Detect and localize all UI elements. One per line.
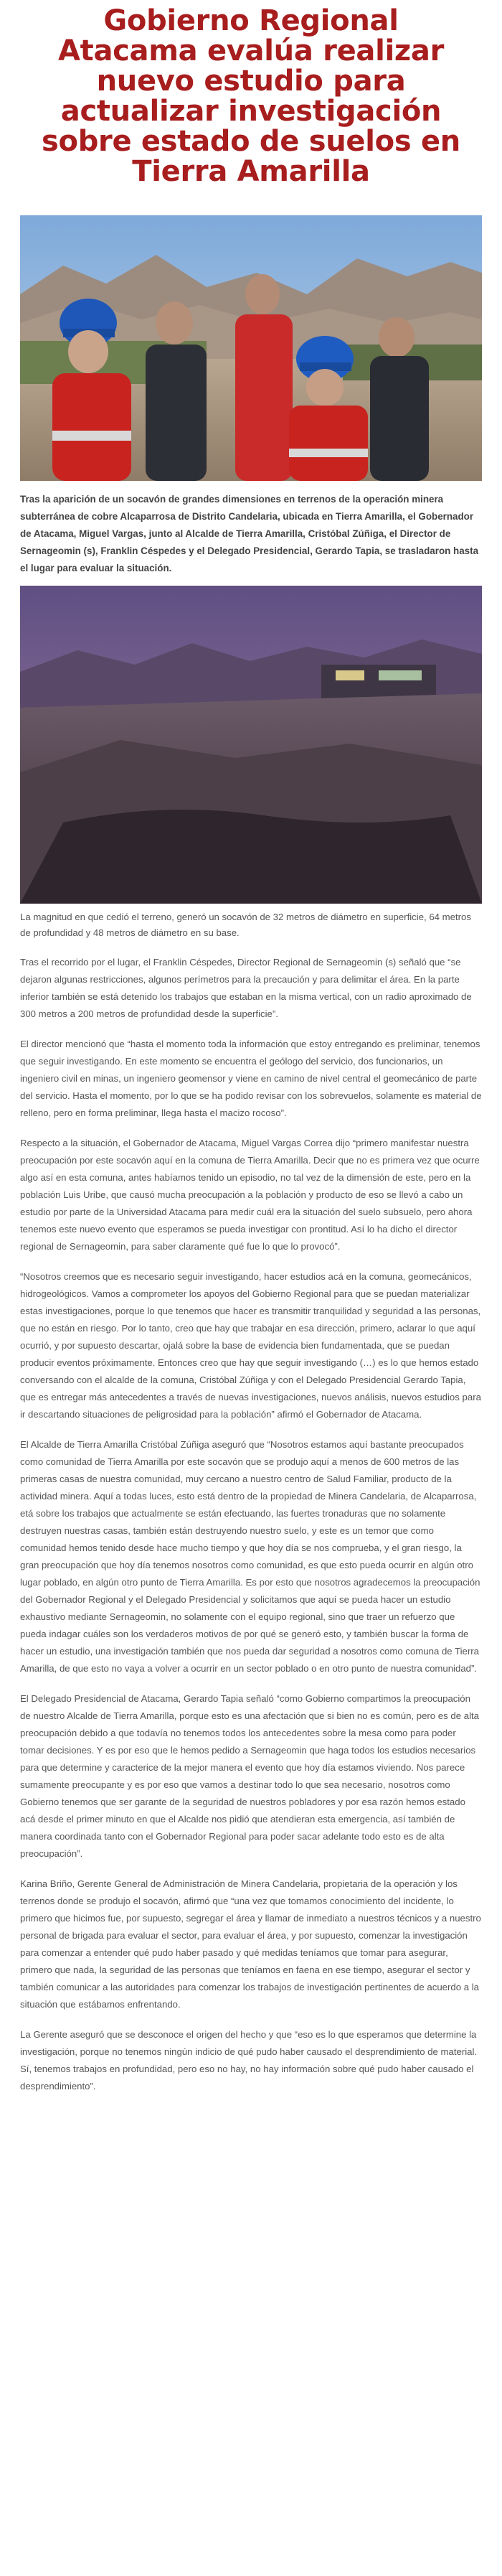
paragraph: Tras el recorrido por el lugar, el Franklin Céspedes, Director Regional de Sernageomin (s) señaló que “se dejaron algunas restricciones, algunos perímetros para la precaución y para delimitar el área. En la parte inferior también se está detenido los trabajos que estaban en la misma vertical, con un radio aproximado de 300 metros a 200 metros de profundidad desde la superficie”. [20,957,472,1019]
paragraph: El director mencionó que “hasta el momento toda la información que estoy entregando es preliminar, tenemos que seguir investigando. En este momento se encuentra el geólogo del servicio, dos funcionarios, un ingeniero civil en minas, un ingeniero geomensor y viene en camino de nivel central el geomecánico de parte del servicio. Hasta el momento, por lo que se ha podido revisar con los sobrevuelos, solamente es material de relleno, pero en forma preliminar, llega hasta el macizo rocoso”. [20,1039,482,1118]
visit-photo [20,215,482,481]
sinkhole-photo [20,586,482,904]
paragraph: El Delegado Presidencial de Atacama, Gerardo Tapia señaló “como Gobierno compartimos la preocupación de nuestro Alcalde de Tierra Amarilla, porque esto es una afectación que si bien no es común, pero es de alta preocupación debido a que todavía no tenemos todos los antecedentes sobre la mesa como para poder tomar decisiones. Y es por eso que le hemos pedido a Sernageomin que haga todos los estudios necesarios para que determine y caracterice de la mejor manera el evento que hoy día estamos viviendo. Nos parece sumamente preocupante y es por eso que vamos a destinar todo lo que sea necesario, nosotros como Gobierno tenemos que ser garante de la seguridad de nuestros pobladores y por esa razón hemos estado acá desde el primer minuto en que el Alcalde nos pidió que atendieran esta emergencia, así también de manera coordinada tanto con el Gobernador Regional para poder sacar adelante todo esto es de alta preocupación”. [20,1693,479,1859]
article-lead: Tras la aparición de un socavón de grandes dimensiones en terrenos de la operación minera subterránea de cobre Alcaparrosa de Distrito Candelaria, ubicada en Tierra Amarilla, el Gobernador de Atacama, Miguel Vargas, junto al Alcalde de Tierra Amarilla, Cristóbal Zúñiga, el Director de Sernageomin (s), Franklin Céspedes y el Delegado Presidencial, Gerardo Tapia, se trasladaron hasta el lugar para evaluar la situación. [20,494,479,573]
paragraph: La Gerente aseguró que se desconoce el origen del hecho y que “eso es lo que esperamos que determine la investigación, porque no tenemos ningún indicio de qué pudo haber causado el desprendimiento de material. Sí, tenemos trabajos en profundidad, pero eso no hay, no hay información sobre qué pudo haber causado el desprendimiento”. [20,2029,478,2092]
paragraph: Karina Briño, Gerente General de Administración de Minera Candelaria, propietaria de la operación y los terrenos donde se produjo el socavón, afirmó que “una vez que tomamos conocimiento del incidente, lo primero que hicimos fue, por supuesto, segregar el área y llamar de inmediato a nuestros técnicos y a nuestro personal de brigada para evaluar el sector, para evaluar el área, y por supuesto, comenzar la investigación para comenzar a entender qué pudo haber pasado y qué medidas teníamos que tomar para asegurar, primero que nada, la seguridad de las personas que teníamos en faena en ese tiempo, asegurar el sector y también comunicar a las autoridades para comenzar los trabajos de investigación pertinentes de acuerdo a la situación que estábamos enfrentando. [20,1878,481,2010]
article [20,0,482,2095]
photo-caption: La magnitud en que cedió el terreno, generó un socavón de 32 metros de diámetro en superficie, 64 metros de profundidad y 48 metros de diámetro en su base. [20,912,471,938]
paragraph: Respecto a la situación, el Gobernador de Atacama, Miguel Vargas Correa dijo “primero manifestar nuestra preocupación por este socavón aquí en la comuna de Tierra Amarilla. Decir que no es primera vez que ocurre algo así en esta comuna, antes habíamos tenido un episodio, no tal vez de la dimensión de este, pero en la población Luis Uribe, que causó mucha preocupación a la población y producto de eso se llevó a cabo un estudio por parte de la Universidad Atacama para medir cuál era la situación del suelo subsuelo, pero ahora tenemos este nuevo evento que esperamos se pueda investigar con prontitud. Así lo ha dicho el director regional de Sernageomin, para saber claramente qué fue lo que lo provocó”. [20,1138,480,1252]
article-title: Gobierno Regional Atacama evalúa realizar nuevo estudio para actualizar investigación sobre estado de suelos en Tierra Amarilla [42,4,460,188]
paragraph: “Nosotros creemos que es necesario seguir investigando, hacer estudios acá en la comuna, geomecánicos, hidrogeológicos. Vamos a comprometer los apoyos del Gobierno Regional para que se puedan materializar estas investigaciones, porque lo que tenemos que hacer es transmitir tranquilidad y seguridad a las personas, que no están en riesgo. Por lo tanto, creo que hay que trabajar en esa dirección, primero, aclarar lo que aquí ocurrió, y por supuesto descartar, ojalá sobre la base de evidencia bien fundamentada, que se puedan producir eventos próximamente. Entonces creo que hay que seguir investigando (…) es lo que hemos estado conversando con el alcalde de la comuna, Cristóbal Zúñiga y con el Delegado Presidencial Gerardo Tapia, que es entregar más antecedentes a través de nuevas investigaciones, nuevos análisis, nuevos estudios para ir descartando situaciones de peligrosidad para la población” afirmó el Gobernador de Atacama. [20,1271,481,1420]
paragraph: El Alcalde de Tierra Amarilla Cristóbal Zúñiga aseguró que “Nosotros estamos aquí bastante preocupados como comunidad de Tierra Amarilla por este socavón que se produjo aquí a menos de 600 metros de las primeras casas de nuestra comunidad, muy cercano a nuestro centro de Salud Familiar, producto de la actividad minera. Aquí a todas luces, esto está dentro de la propiedad de Minera Candelaria, de Alcaparrosa, etá sobre los trabajos que actualmente se están efectuando, las fuertes tronaduras que no solamente destruyen nuestras casas, también están destruyendo nuestro suelo, y este es un temor que como comunidad hemos tenido desde hace mucho tiempo y que hoy día se nos comprueba, y el gran riesgo, la gran preocupación que hoy día tenemos nosotros como comunidad, es que esto pueda ocurrir en algún otro lugar poblado, en algún otro punto de Tierra Amarilla. Es por esto que nosotros agradecemos la preocupación del Gobernador Regional y el Delegado Presidencial y solicitamos que aquí se pueda hacer un estudio exhaustivo mediante Sernageomin, no solamente con el equipo regional, sino que traer un refuerzo que pueda indagar cuáles son los verdaderos motivos de por qué se generó esto, y también buscar la forma de hacer un estudio, una investigación también que nos pueda dar seguridad a nosotros como comuna de Tierra Amarilla, de que esto no vaya a volver a ocurrir en un sector poblado o en otro punto de nuestra comunidad”. [20,1439,480,1674]
